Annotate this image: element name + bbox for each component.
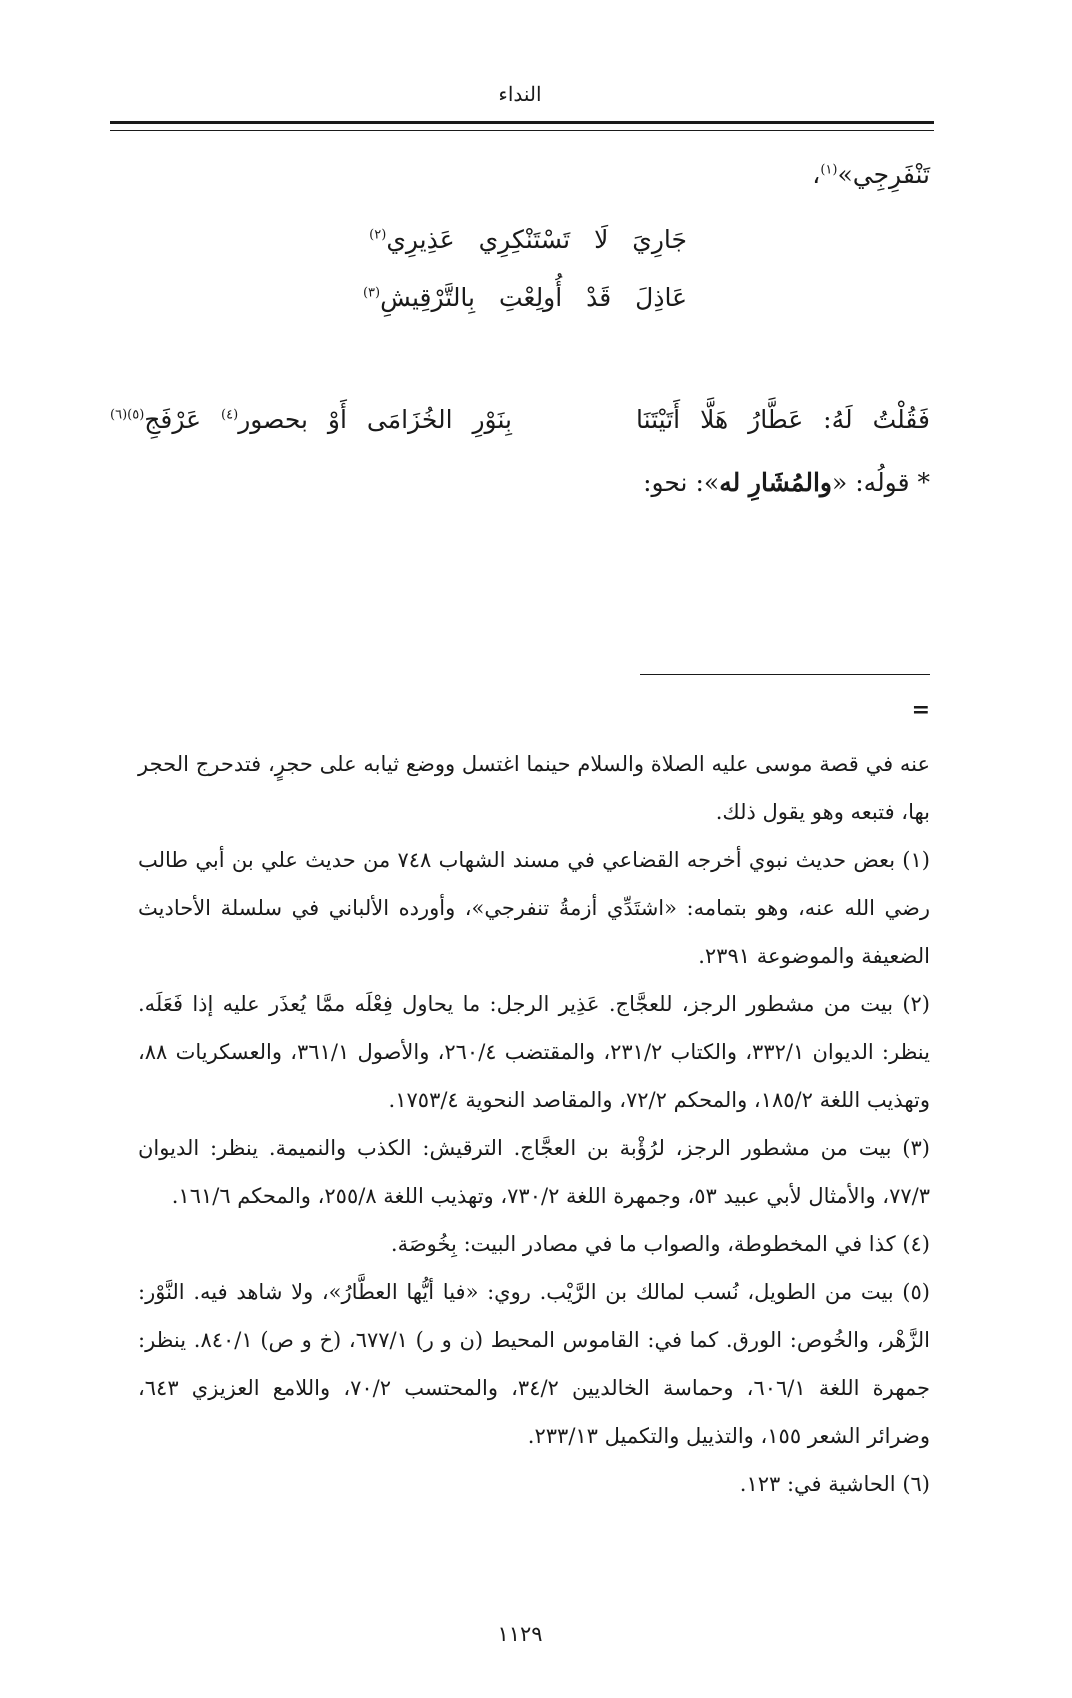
continuation-mark: = bbox=[911, 697, 930, 723]
header-rule-thin bbox=[110, 130, 934, 131]
verse-1-text: جَارِيَ لَا تَسْتَنْكِرِي عَذِيرِي bbox=[386, 225, 687, 254]
commentary-line bbox=[643, 468, 930, 497]
continuation-line bbox=[812, 160, 930, 189]
footnote-separator bbox=[640, 674, 930, 675]
footnotes-block bbox=[138, 740, 930, 1508]
footnote-3: (٣) بيت من مشطور الرجز، لرُؤْبة بن العجَّاج. الترقيش: الكذب والنميمة. ينظر: الديوان ٧٧/٣، والأمثال لأبي عبيد ٥٣، وجمهرة اللغة ٧٣٠/٢، وتهذيب اللغة ٢٥٥/٨، والمحكم ١٦١/٦. bbox=[138, 1136, 930, 1208]
header-rule-thick bbox=[110, 121, 934, 124]
running-header: النداء bbox=[498, 82, 542, 106]
verse-2-text: عَاذِلَ قَدْ أُولِعْتِ بِالتَّرْقِيشِ bbox=[380, 283, 687, 312]
poem-second-text-b: عَرْفَجِ bbox=[144, 405, 202, 434]
footnote-continued: عنه في قصة موسى عليه الصلاة والسلام حينما اغتسل ووضع ثيابه على حجرٍ، فتدحرج الحجر بها، فتبعه وهو يقول ذلك. bbox=[138, 752, 930, 824]
footnote-2: (٢) بيت من مشطور الرجز، للعجَّاج. عَذِير الرجل: ما يحاول فِعْلَه ممَّا يُعذَر عليه إذا فَعَلَه. ينظر: الديوان ٣٣٢/١، والكتاب ٢٣١/٢، والمقتضب ٢٦٠/٤، والأصول ٣٦١/١، والعسكريات ٨٨، وتهذيب اللغة ١٨٥/٢، والمحكم ٧٢/٢، والمقاصد النحوية ١٧٥٣/٤. bbox=[138, 992, 930, 1112]
page-number: ١١٢٩ bbox=[497, 1622, 543, 1646]
footnote-ref-5-6: (٥)(٦) bbox=[110, 407, 145, 423]
commentary-prefix: * قولُه: « bbox=[832, 468, 930, 497]
poem-first-hemistich: فَقُلْتُ لَهُ: عَطَّارُ هَلَّا أَتَيْتَنَا bbox=[635, 405, 930, 434]
footnote-ref-4: (٤) bbox=[221, 407, 239, 423]
footnote-ref-3: (٣) bbox=[362, 285, 381, 301]
continuation-text: تَنْفَرِجِي» bbox=[837, 160, 930, 189]
commentary-keyword: والمُشَارِ له bbox=[719, 468, 832, 497]
poem-second-hemistich bbox=[110, 405, 512, 434]
footnote-4: (٤) كذا في المخطوطة، والصواب ما في مصادر البيت: بِخُوصَة. bbox=[390, 1232, 930, 1256]
verse-line-1 bbox=[369, 225, 687, 254]
footnote-6: (٦) الحاشية في: ١٢٣. bbox=[739, 1472, 930, 1496]
continuation-punct: ، bbox=[812, 160, 821, 189]
commentary-suffix: »: نحو: bbox=[643, 468, 720, 497]
verse-line-2 bbox=[363, 283, 687, 312]
footnote-5: (٥) بيت من الطويل، نُسب لمالك بن الرَّيْب. روي: «فيا أيُّها العطَّارُ»، ولا شاهد فيه. النَّوْر: الزَّهْر، والخُوص: الورق. كما في: القاموس المحيط (ن و ر) ٦٧٧/١، (خ و ص) ٨٤٠/١. ينظر: جمهرة اللغة ٦٠٦/١، وحماسة الخالديين ٣٤/٢، والمحتسب ٧٠/٢، واللامع العزيزي ٦٤٣، وضرائر الشعر ١٥٥، والتذييل والتكميل ٢٣٣/١٣. bbox=[138, 1280, 931, 1448]
footnote-ref-2: (٢) bbox=[369, 227, 387, 243]
footnote-ref-1: (١) bbox=[820, 162, 838, 178]
footnote-1: (١) بعض حديث نبوي أخرجه القضاعي في مسند الشهاب ٧٤٨ من حديث علي بن أبي طالب رضي الله عنه، وهو بتمامه: «اشتَدِّي أزمةُ تنفرجي»، وأورده الألباني في سلسلة الأحاديث الضعيفة والموضوعة ٢٣٩١. bbox=[138, 848, 930, 968]
poem-second-text-a: بِنَوْرِ الخُزَامَى أَوْ بحصور bbox=[238, 405, 512, 434]
